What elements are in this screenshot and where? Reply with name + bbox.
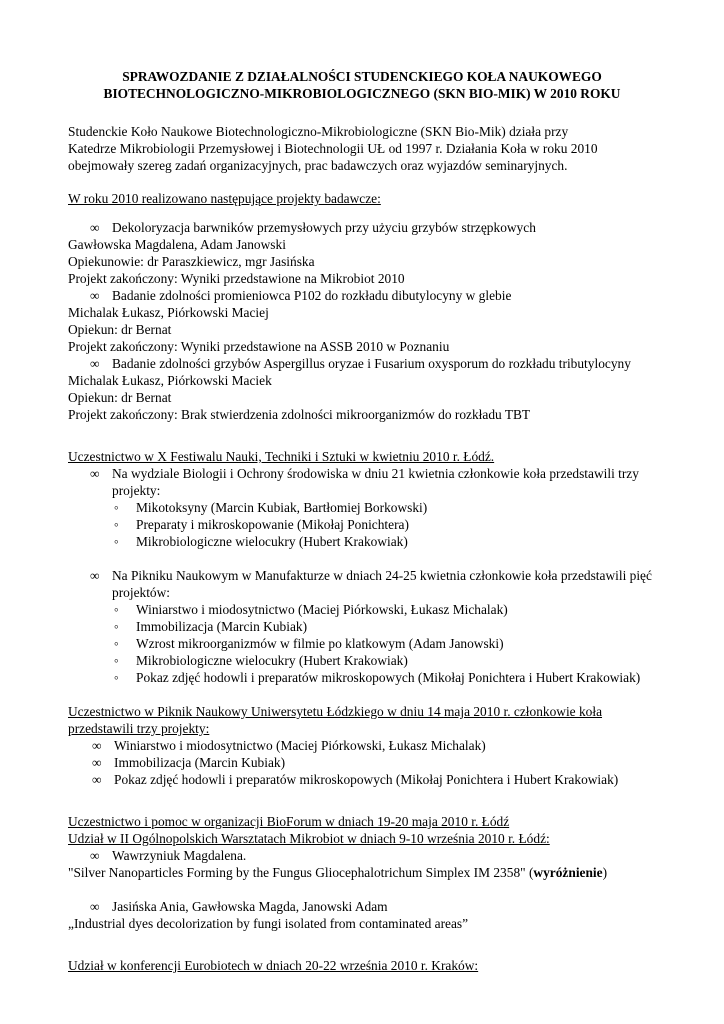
project-status: Projekt zakończony: Wyniki przedstawione na Mikrobiot 2010 <box>68 271 405 286</box>
title-line-1: SPRAWOZDANIE Z DZIAŁALNOŚCI STUDENCKIEGO KOŁA NAUKOWEGO <box>122 69 602 84</box>
project-2-item <box>90 287 511 304</box>
festival-item-1 <box>90 465 639 482</box>
infinity-bullet-icon: ∞ <box>90 356 100 371</box>
eurobiotech-heading: Udział w konferencji Eurobiotech w dniach 20-22 września 2010 r. Kraków: <box>68 958 479 973</box>
workshop-author: Wawrzyniuk Magdalena. <box>112 848 247 863</box>
circle-bullet-icon: ◦ <box>114 636 119 651</box>
list-item <box>114 618 307 635</box>
project-authors: Michalak Łukasz, Piórkowski Maciek <box>68 373 272 388</box>
workshop-entry-1 <box>90 847 246 864</box>
workshop-entry-1-title <box>68 864 607 881</box>
festival-item-2-cont: projektów: <box>112 585 171 600</box>
picnic-heading-line-2: przedstawili trzy projekty: <box>68 721 210 736</box>
infinity-bullet-icon: ∞ <box>92 755 102 770</box>
project-supervisor: Opiekunowie: dr Paraszkiewicz, mgr Jasińska <box>68 254 315 269</box>
project-supervisor: Opiekun: dr Bernat <box>68 390 172 405</box>
infinity-bullet-icon: ∞ <box>92 772 102 787</box>
circle-bullet-icon: ◦ <box>114 517 119 532</box>
workshop-authors: Jasińska Ania, Gawłowska Magda, Janowski Adam <box>112 899 388 914</box>
project-title: Badanie zdolności promieniowca P102 do rozkładu dibutylocyny w glebie <box>112 288 512 303</box>
project-supervisor: Opiekun: dr Bernat <box>68 322 172 337</box>
list-item-text: Mikrobiologiczne wielocukry (Hubert Krakowiak) <box>136 653 408 668</box>
title-line-2: BIOTECHNOLOGICZNO-MIKROBIOLOGICZNEGO (SKN BIO-MIK) W 2010 ROKU <box>103 86 621 101</box>
project-status: Projekt zakończony: Wyniki przedstawione na ASSB 2010 w Poznaniu <box>68 339 450 354</box>
list-item <box>92 737 486 754</box>
list-item-text: Preparaty i mikroskopowanie (Mikołaj Ponichtera) <box>136 517 409 532</box>
festival-item-1-cont: projekty: <box>112 483 161 498</box>
festival-item-1-text: Na wydziale Biologii i Ochrony środowiska w dniu 21 kwietnia członkowie koła przedstawili trzy <box>112 466 639 481</box>
workshop-entry-2-title: „Industrial dyes decolorization by fungi isolated from contaminated areas” <box>68 916 469 931</box>
list-item <box>114 601 508 618</box>
paper-title-close: ) <box>602 865 608 880</box>
infinity-bullet-icon: ∞ <box>90 220 100 235</box>
list-item-text: Mikrobiologiczne wielocukry (Hubert Krakowiak) <box>136 534 408 549</box>
circle-bullet-icon: ◦ <box>114 500 119 515</box>
report-title <box>40 68 684 102</box>
list-item-text: Mikotoksyny (Marcin Kubiak, Bartłomiej Borkowski) <box>136 500 428 515</box>
intro-line-1: Studenckie Koło Naukowe Biotechnologiczno-Mikrobiologiczne (SKN Bio-Mik) działa przy <box>68 124 569 139</box>
list-item-text: Immobilizacja (Marcin Kubiak) <box>114 755 286 770</box>
project-title: Badanie zdolności grzybów Aspergillus oryzae i Fusarium oxysporum do rozkładu tributylocyny <box>112 356 631 371</box>
festival-item-2-text: Na Pikniku Naukowym w Manufakturze w dniach 24-25 kwietnia członkowie koła przedstawili pięć <box>112 568 652 583</box>
list-item-text: Winiarstwo i miodosytnictwo (Maciej Piórkowski, Łukasz Michalak) <box>136 602 508 617</box>
infinity-bullet-icon: ∞ <box>92 738 102 753</box>
workshops-heading: Udział w II Ogólnopolskich Warsztatach Mikrobiot w dniach 9-10 września 2010 r. Łódź: <box>68 831 550 846</box>
list-item-text: Immobilizacja (Marcin Kubiak) <box>136 619 308 634</box>
intro-line-2: Katedrze Mikrobiologii Przemysłowej i Biotechnologii UŁ od 1997 r. Działania Koła w roku 2010 <box>68 141 598 156</box>
list-item <box>114 635 504 652</box>
list-item <box>114 533 408 550</box>
bioforum-heading: Uczestnictwo i pomoc w organizacji BioForum w dniach 19-20 maja 2010 r. Łódź <box>68 814 510 829</box>
list-item <box>114 499 427 516</box>
projects-heading: W roku 2010 realizowano następujące projekty badawcze: <box>68 191 381 206</box>
infinity-bullet-icon: ∞ <box>90 288 100 303</box>
intro-line-3: obejmowały szereg zadań organizacyjnych, prac badawczych oraz wyjazdów seminaryjnych. <box>68 158 568 173</box>
list-item <box>114 516 409 533</box>
circle-bullet-icon: ◦ <box>114 534 119 549</box>
award-label: wyróżnienie <box>533 865 603 880</box>
project-3-item <box>90 355 631 372</box>
circle-bullet-icon: ◦ <box>114 619 119 634</box>
workshop-entry-2 <box>90 898 388 915</box>
picnic-heading-line-1: Uczestnictwo w Piknik Naukowy Uniwersytetu Łódzkiego w dniu 14 maja 2010 r. członkowie koła <box>68 704 603 719</box>
list-item <box>92 754 285 771</box>
project-status: Projekt zakończony: Brak stwierdzenia zdolności mikroorganizmów do rozkładu TBT <box>68 407 531 422</box>
circle-bullet-icon: ◦ <box>114 670 119 685</box>
paper-title: "Silver Nanoparticles Forming by the Fungus Gliocephalotrichum Simplex IM 2358" ( <box>68 865 534 880</box>
list-item-text: Pokaz zdjęć hodowli i preparatów mikroskopowych (Mikołaj Ponichtera i Hubert Krakowiak) <box>114 772 619 787</box>
infinity-bullet-icon: ∞ <box>90 466 100 481</box>
infinity-bullet-icon: ∞ <box>90 568 100 583</box>
list-item-text: Winiarstwo i miodosytnictwo (Maciej Piórkowski, Łukasz Michalak) <box>114 738 486 753</box>
project-authors: Gawłowska Magdalena, Adam Janowski <box>68 237 286 252</box>
infinity-bullet-icon: ∞ <box>90 848 100 863</box>
festival-heading: Uczestnictwo w X Festiwalu Nauki, Techniki i Sztuki w kwietniu 2010 r. Łódź. <box>68 449 495 464</box>
circle-bullet-icon: ◦ <box>114 602 119 617</box>
list-item-text: Pokaz zdjęć hodowli i preparatów mikroskopowych (Mikołaj Ponichtera i Hubert Krakowiak) <box>136 670 641 685</box>
project-title: Dekoloryzacja barwników przemysłowych przy użyciu grzybów strzępkowych <box>112 220 536 235</box>
project-authors: Michalak Łukasz, Piórkowski Maciej <box>68 305 269 320</box>
festival-item-2 <box>90 567 652 584</box>
list-item <box>92 771 618 788</box>
infinity-bullet-icon: ∞ <box>90 899 100 914</box>
list-item <box>114 652 408 669</box>
circle-bullet-icon: ◦ <box>114 653 119 668</box>
list-item <box>114 669 640 686</box>
project-1-item <box>90 219 536 236</box>
list-item-text: Wzrost mikroorganizmów w filmie po klatkowym (Adam Janowski) <box>136 636 504 651</box>
